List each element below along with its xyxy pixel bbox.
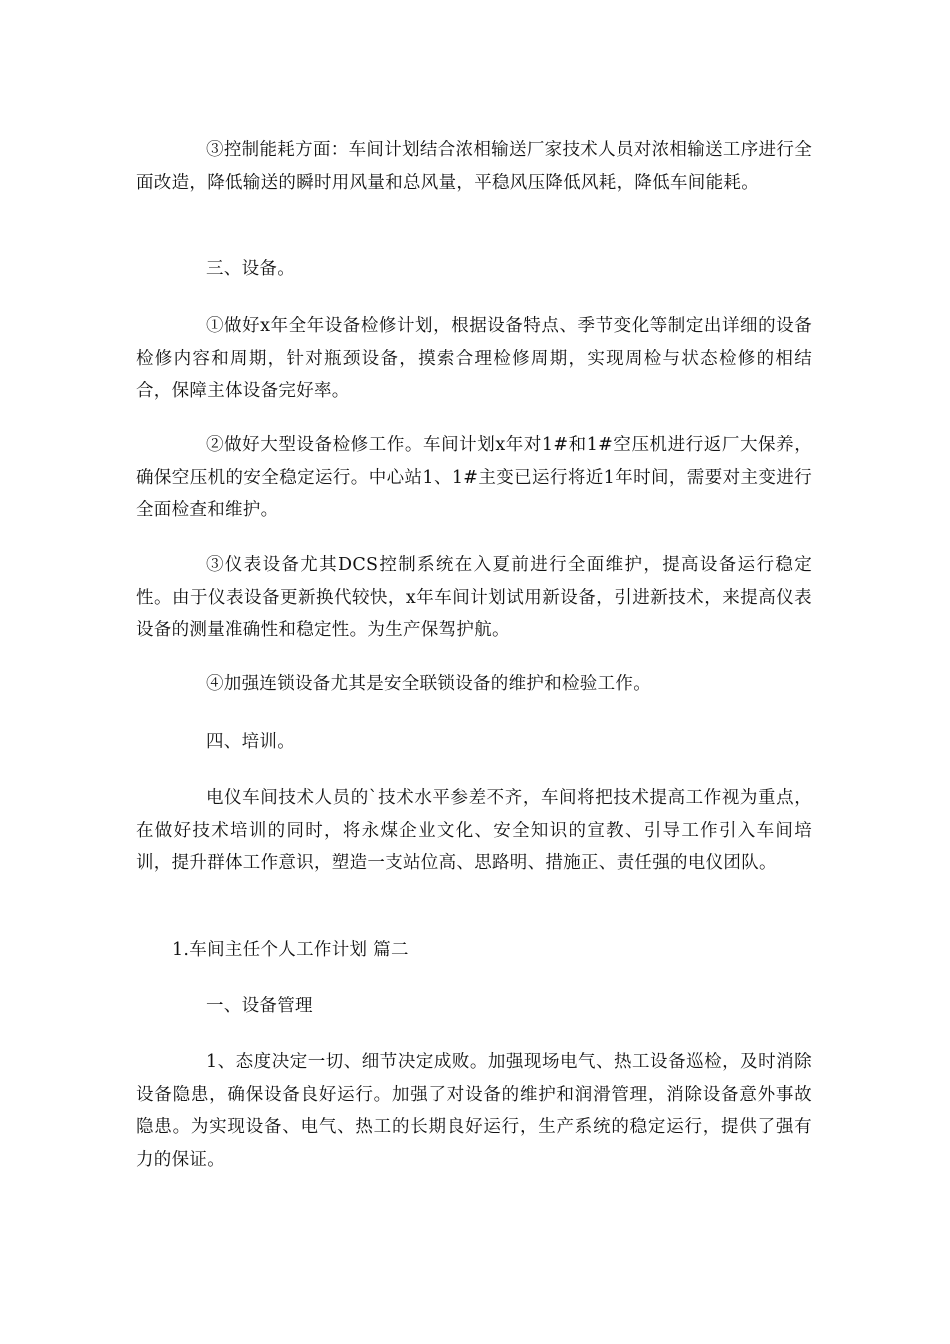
paragraph-instrument-dcs: ③仪表设备尤其DCS控制系统在入夏前进行全面维护，提高设备运行稳定性。由于仪表设备更新换代较快，x年车间计划试用新设备，引进新技术，来提高仪表设备的测量准确性和稳定性。为生产保驾护航。 (136, 555, 812, 640)
paragraph-maintenance-plan: ①做好x年全年设备检修计划，根据设备特点、季节变化等制定出详细的设备检修内容和周期，针对瓶颈设备，摸索合理检修周期，实现周检与状态检修的相结合，保障主体设备完好率。 (136, 316, 812, 401)
heading-equipment-management: 一、设备管理 (206, 996, 313, 1016)
heading-equipment: 三、设备。 (206, 259, 295, 279)
paragraph-interlock: ④加强连锁设备尤其是安全联锁设备的维护和检验工作。 (206, 674, 651, 694)
paragraph-energy-control: ③控制能耗方面：车间计划结合浓相输送厂家技术人员对浓相输送工序进行全面改造，降低输送的瞬时用风量和总风量，平稳风压降低风耗，降低车间能耗。 (136, 140, 812, 193)
heading-training: 四、培训。 (206, 732, 295, 752)
paragraph-attitude-details: 1、态度决定一切、细节决定成败。加强现场电气、热工设备巡检，及时消除设备隐患，确保设备良好运行。加强了对设备的维护和润滑管理，消除设备意外事故隐患。为实现设备、电气、热工的长期良好运行，生产系统的稳定运行，提供了强有力的保证。 (136, 1052, 812, 1170)
paragraph-large-equipment: ②做好大型设备检修工作。车间计划x年对1#和1#空压机进行返厂大保养，确保空压机的安全稳定运行。中心站1、1#主变已运行将近1年时间，需要对主变进行全面检查和维护。 (136, 435, 812, 520)
section-title-part-two: 1.车间主任个人工作计划 篇二 (172, 940, 409, 960)
paragraph-training: 电仪车间技术人员的`技术水平参差不齐，车间将把技术提高工作视为重点，在做好技术培训的同时，将永煤企业文化、安全知识的宣教、引导工作引入车间培训，提升群体工作意识，塑造一支站位高、思路明、措施正、责任强的电仪团队。 (136, 788, 812, 873)
